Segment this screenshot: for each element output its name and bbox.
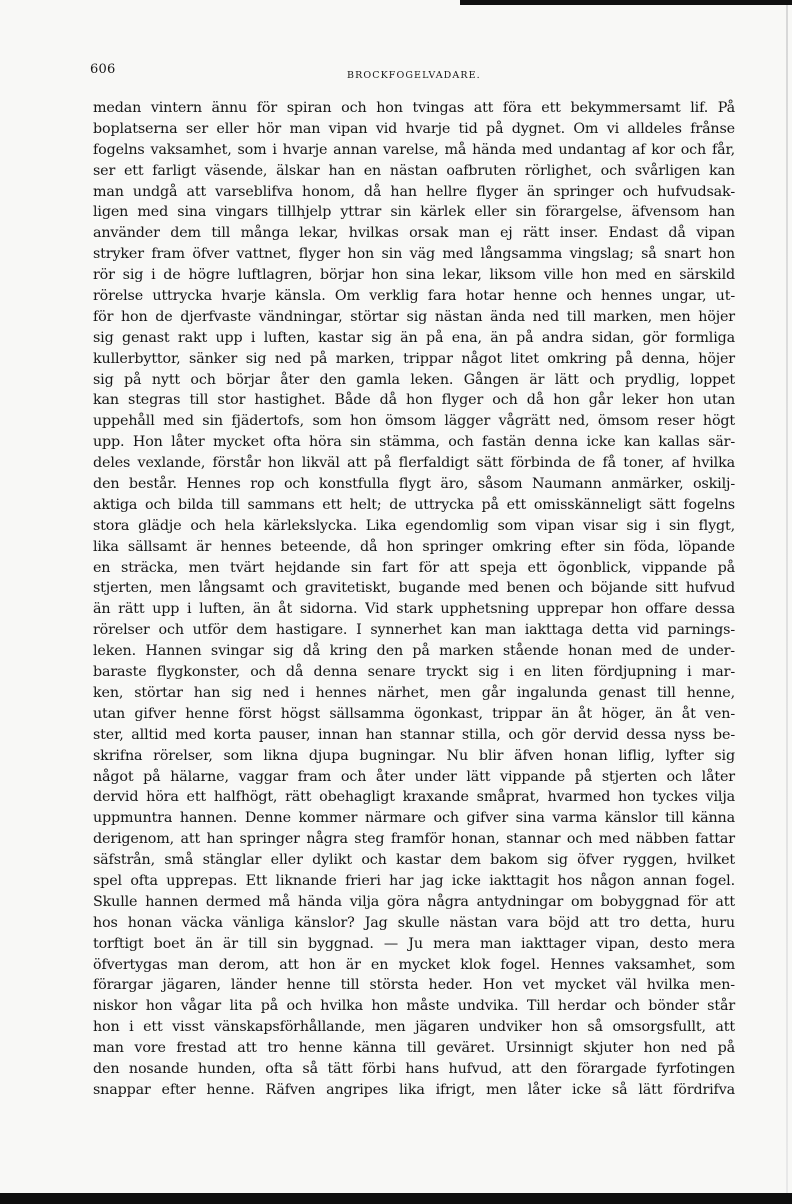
text-line: ster, alltid med korta pauser, innan han stannar stilla, och gör dervid dessa nyss be- — [93, 726, 735, 743]
text-line: än rätt upp i luften, än åt sidorna. Vid stark upphetsning upprepar hon offare dessa — [93, 601, 735, 618]
text-line: deles vexlande, förstår hon likväl att på flerfaldigt sätt förbinda de få toner, af hvilka — [93, 455, 735, 472]
text-line: för hon de djerfvaste vändningar, störtar sig nästan ända ned till marken, men höjer — [93, 308, 735, 325]
text-line: stjerten, men långsamt och gravitetiskt, bugande med benen och böjande sitt hufvud — [93, 580, 735, 597]
text-line: fogelns vaksamhet, som i hvarje annan varelse, må hända med undantag af kor och får, — [93, 141, 735, 158]
text-line: dervid höra ett halfhögt, rätt obehagligt kraxande småprat, hvarmed hon tyckes vilja — [93, 789, 735, 806]
text-line: derigenom, att han springer några steg framför honan, stannar och med näbben fattar — [93, 831, 735, 848]
text-line: boplatserna ser eller hör man vipan vid hvarje tid på dygnet. Om vi alldeles frånse — [93, 120, 735, 137]
text-line: man vore frestad att tro henne känna till geväret. Ursinnigt skjuter hon ned på — [93, 1040, 735, 1057]
text-line: sig på nytt och börjar åter den gamla leken. Gången är lätt och prydlig, loppet — [93, 371, 735, 388]
text-line: leken. Hannen svingar sig då kring den på marken stående honan med de under- — [93, 643, 735, 660]
text-line: den består. Hennes rop och konstfulla flygt äro, såsom Naumann anmärker, oskilj- — [93, 476, 735, 493]
text-line: ligen med sina vingars tillhjelp yttrar sin kärlek eller sin förargelse, äfvensom han — [93, 204, 735, 221]
top-edge-rule — [460, 0, 792, 5]
text-line: något på hälarne, vaggar fram och åter under lätt vippande på stjerten och låter — [93, 768, 735, 785]
text-line: niskor hon vågar lita på och hvilka hon måste undvika. Till herdar och bönder står — [93, 998, 735, 1015]
text-line: man undgå att varseblifva honom, då han hellre flyger än springer och hufvudsak- — [93, 183, 735, 200]
text-line: en sträcka, men tvärt hejdande sin fart för att speja ett ögonblick, vippande på — [93, 559, 735, 576]
text-line: rörelser och utför dem hastigare. I synnerhet kan man iakttaga detta vid parnings- — [93, 622, 735, 639]
text-line: medan vintern ännu för spiran och hon tvingas att föra ett bekymmersamt lif. På — [93, 100, 735, 116]
text-line: lika sällsamt är hennes beteende, då hon springer omkring efter sin föda, löpande — [93, 538, 735, 555]
text-line: ser ett farligt väsende, älskar han en nästan oafbruten rörlighet, och svårligen kan — [93, 162, 735, 179]
text-line: säfstrån, små stänglar eller dylikt och kastar dem bakom sig öfver ryggen, hvilket — [93, 852, 735, 869]
text-line: använder dem till många lekar, hvilkas orsak man ej rätt inser. Endast då vipan — [93, 225, 735, 242]
page-header — [90, 62, 730, 86]
text-line: upp. Hon låter mycket ofta höra sin stämma, och fastän denna icke kan kallas sär- — [93, 434, 735, 451]
text-line: den nosande hunden, ofta så tätt förbi hans hufvud, att den förargade fyrfotingen — [93, 1060, 735, 1077]
text-line: torftigt boet än är till sin byggnad. — Ju mera man iakttager vipan, desto mera — [93, 935, 735, 952]
text-line: baraste flygkonster, och då denna senare tryckt sig i en liten fördjupning i mar- — [93, 664, 735, 681]
text-line: utan gifver henne först högst sällsamma ögonkast, trippar än åt höger, än åt ven- — [93, 705, 735, 722]
bottom-edge-rule — [0, 1193, 792, 1204]
body-text — [93, 98, 735, 1101]
text-line: hon i ett visst vänskapsförhållande, men jägaren undviker hon så omsorgsfullt, att — [93, 1019, 735, 1036]
text-line: aktiga och bilda till sammans ett helt; de uttrycka på ett omisskänneligt sätt fogelns — [93, 496, 735, 513]
text-line: ken, störtar han sig ned i hennes närhet, men går ingalunda genast till henne, — [93, 684, 735, 701]
text-line: kullerbyttor, sänker sig ned på marken, trippar något litet omkring på denna, höjer — [93, 350, 735, 367]
text-line: rörelse uttrycka hvarje känsla. Om verklig fara hotar henne och hennes ungar, ut- — [93, 288, 735, 305]
running-title: BROCKFOGELVADARE. — [347, 70, 481, 81]
text-line: stryker fram öfver vattnet, flyger hon sin väg med långsamma vingslag; så snart hon — [93, 246, 735, 263]
text-line: förargar jägaren, länder henne till största heder. Hon vet mycket väl hvilka men- — [93, 977, 735, 994]
text-line: Skulle hannen dermed må hända vilja göra några antydningar om bobyggnad för att — [93, 893, 735, 910]
text-line: kan stegras till stor hastighet. Både då hon flyger och då hon går leker hon utan — [93, 392, 735, 409]
text-line: öfvertygas man derom, att hon är en mycket klok fogel. Hennes vaksamhet, som — [93, 956, 735, 973]
text-line: uppmuntra hannen. Denne kommer närmare och gifver sina varma känslor till känna — [93, 810, 735, 827]
text-line: sig genast rakt upp i luften, kastar sig än på ena, än på andra sidan, gör formliga — [93, 329, 735, 346]
text-line: snappar efter henne. Räfven angripes lika ifrigt, men låter icke så lätt fördrifva — [93, 1081, 735, 1098]
text-line: rör sig i de högre luftlagren, börjar hon sina lekar, liksom ville hon med en särskild — [93, 267, 735, 284]
text-line: skrifna rörelser, som likna djupa bugningar. Nu blir äfven honan liflig, lyfter sig — [93, 747, 735, 764]
text-line: spel ofta upprepas. Ett liknande frieri har jag icke iakttagit hos någon annan fogel. — [93, 872, 735, 889]
right-page-edge — [786, 5, 788, 1193]
text-line: stora glädje och hela kärlekslycka. Lika egendomlig som vipan visar sig i sin flygt, — [93, 517, 735, 534]
text-line: hos honan väcka vänliga känslor? Jag skulle nästan vara böjd att tro detta, huru — [93, 914, 735, 931]
page-number: 606 — [90, 62, 116, 77]
text-line: uppehåll med sin fjädertofs, som hon ömsom lägger vågrätt ned, ömsom reser högt — [93, 413, 735, 430]
